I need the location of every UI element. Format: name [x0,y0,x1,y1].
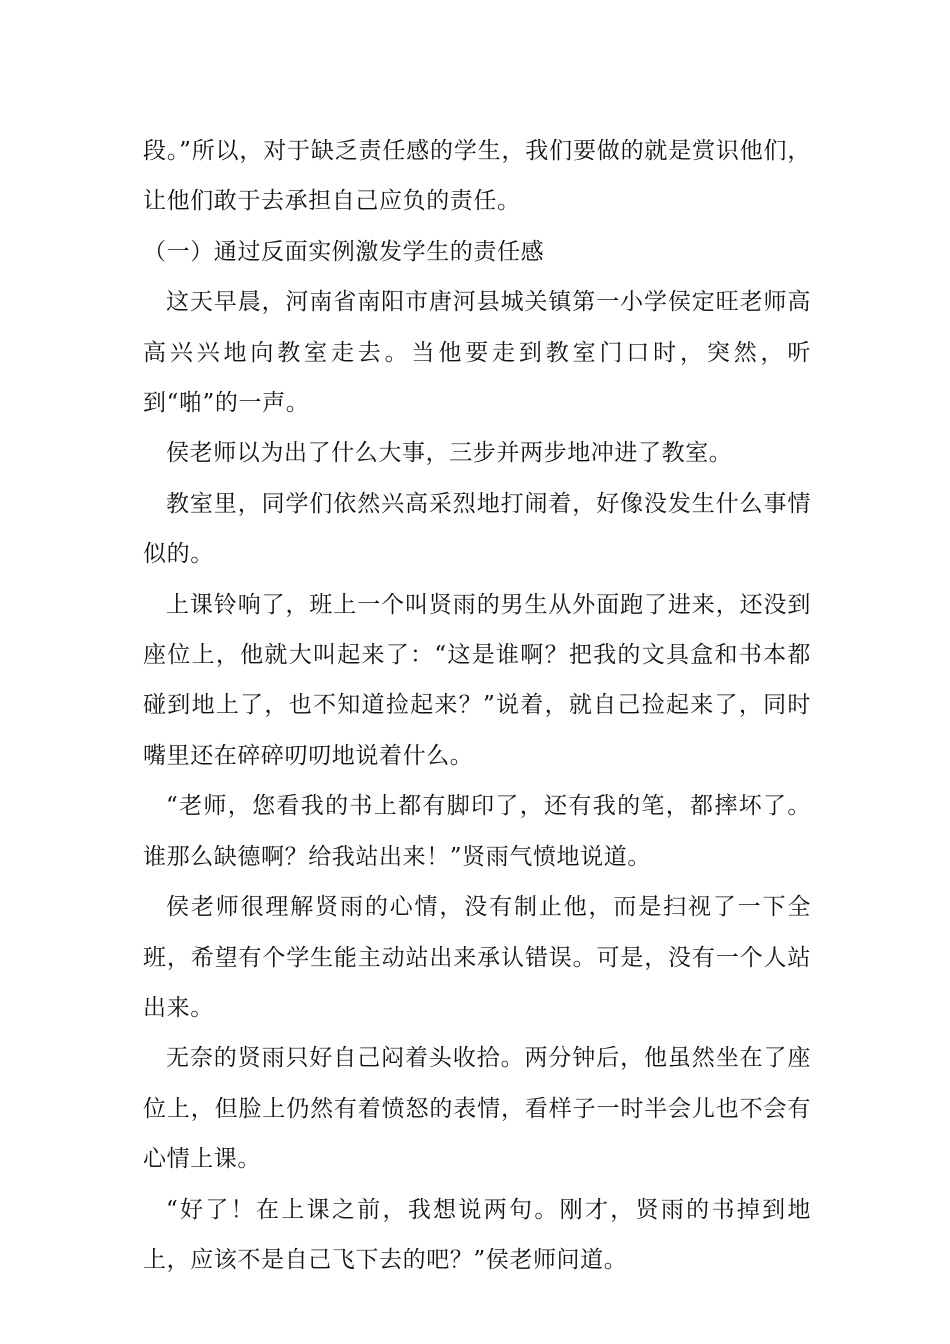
paragraph-7: “老师，您看我的书上都有脚印了，还有我的笔，都摔坏了。谁那么缺德啊？给我站出来！”贤雨气愤地说道。 [143,793,811,870]
document-body [143,126,811,1285]
paragraph-6: 上课铃响了，班上一个叫贤雨的男生从外面跑了进来，还没到座位上，他就大叫起来了：“这是谁啊？把我的文具盒和书本都碰到地上了，也不知道捡起来？”说着，就自己捡起来了，同时嘴里还在碎碎叨叨地说着什么。 [143,591,811,769]
paragraph-1: 段。”所以，对于缺乏责任感的学生，我们要做的就是赏识他们，让他们敢于去承担自己应负的责任。 [143,138,811,215]
paragraph-4: 侯老师以为出了什么大事，三步并两步地冲进了教室。 [166,440,733,467]
section-heading: （一）通过反面实例激发学生的责任感 [143,238,545,265]
paragraph-3: 这天早晨，河南省南阳市唐河县城关镇第一小学侯定旺老师高高兴兴地向教室走去。当他要走到教室门口时，突然，听到“啪”的一声。 [143,289,811,417]
paragraph-9: 无奈的贤雨只好自己闷着头收拾。两分钟后，他虽然坐在了座位上，但脸上仍然有着愤怒的表情，看样子一时半会儿也不会有心情上课。 [143,1045,811,1173]
paragraph-5: 教室里，同学们依然兴高采烈地打闹着，好像没发生什么事情似的。 [143,490,811,568]
paragraph-8: 侯老师很理解贤雨的心情，没有制止他，而是扫视了一下全班，希望有个学生能主动站出来承认错误。可是，没有一个人站出来。 [143,894,811,1021]
paragraph-10: “好了！在上课之前，我想说两句。刚才，贤雨的书掉到地上，应该不是自己飞下去的吧？”侯老师问道。 [143,1196,811,1273]
